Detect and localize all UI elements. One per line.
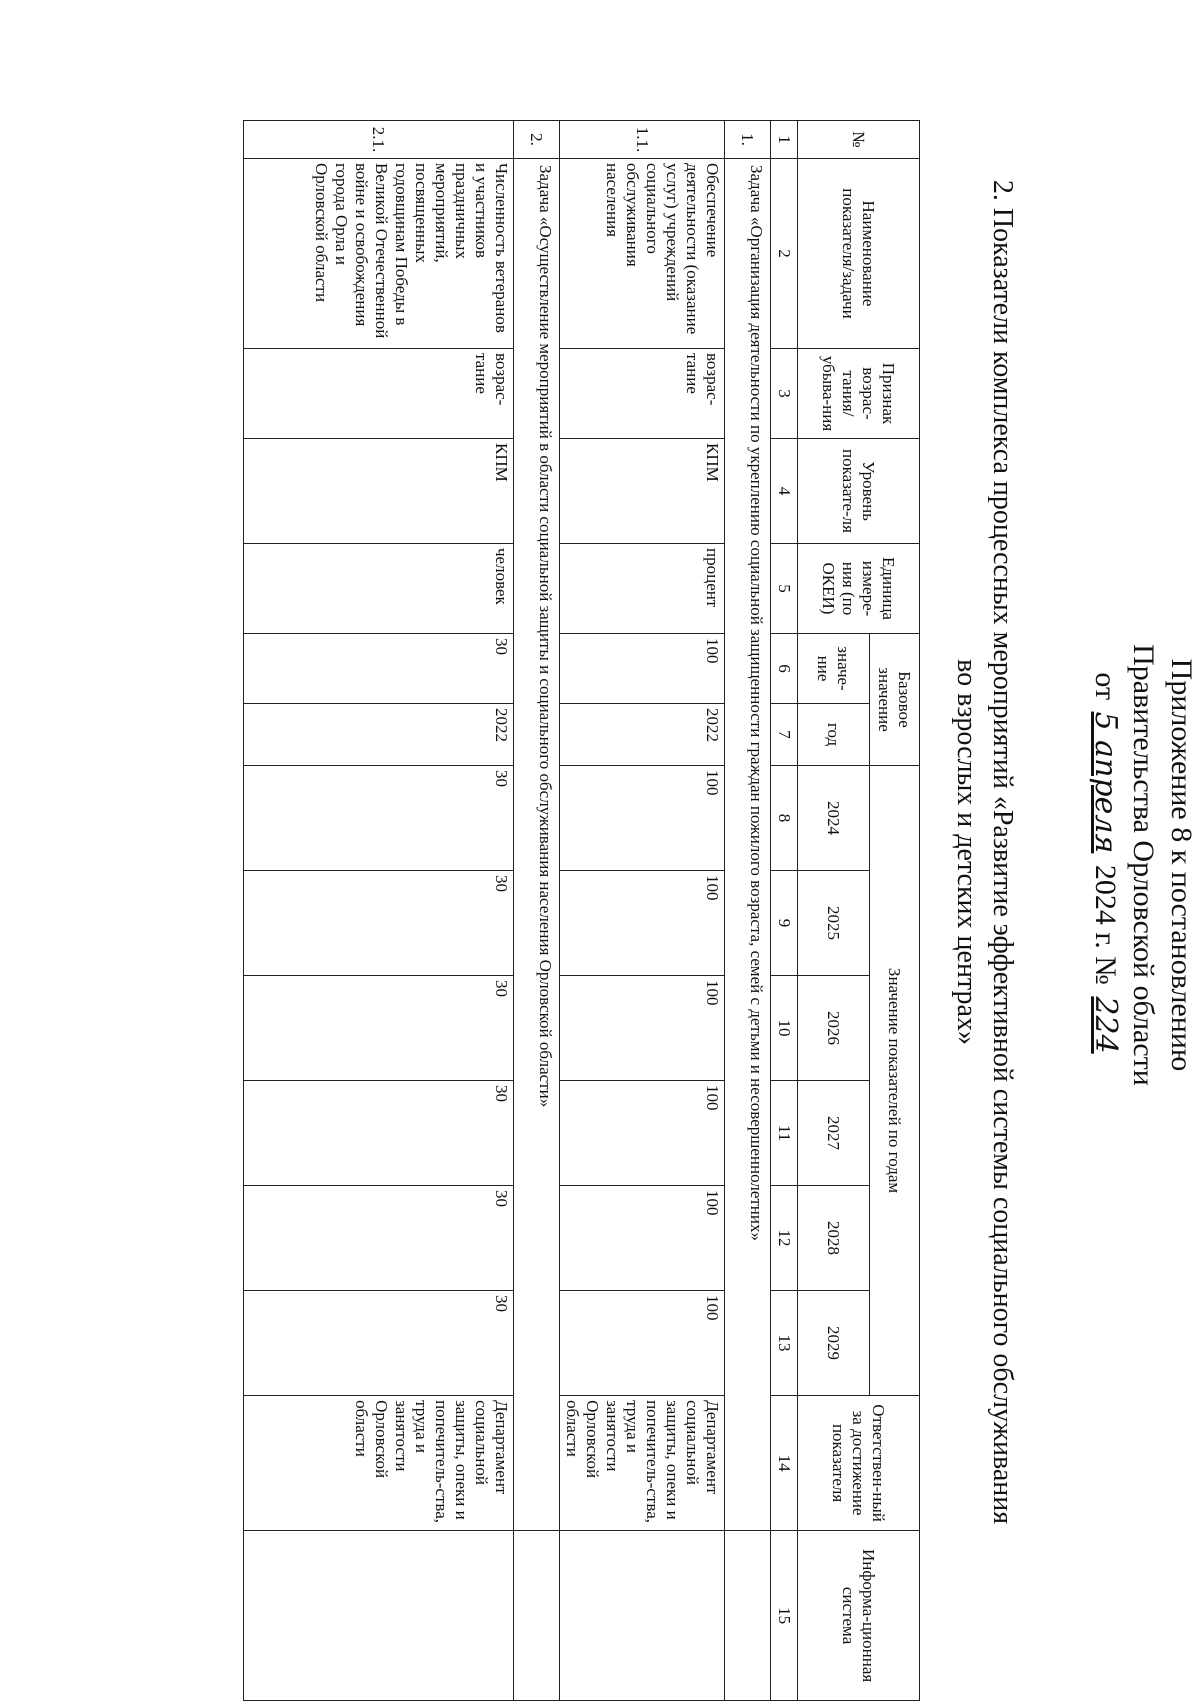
header-name: Наименование показателя/задачи xyxy=(798,159,920,349)
task-empty-cell xyxy=(514,1531,560,1701)
indicator-unit: процент xyxy=(560,544,725,634)
indicator-level: КПМ xyxy=(560,439,725,544)
base-value: 100 xyxy=(560,634,725,704)
value-2025: 100 xyxy=(560,871,725,976)
column-number: 12 xyxy=(771,1186,798,1291)
column-number: 6 xyxy=(771,634,798,704)
column-number: 7 xyxy=(771,704,798,766)
indicator-level: КПМ xyxy=(244,439,514,544)
column-number: 15 xyxy=(771,1531,798,1701)
value-2028: 30 xyxy=(244,1186,514,1291)
header-year-2028: 2028 xyxy=(798,1186,870,1291)
header-info-system: Информа-ционная система xyxy=(798,1531,920,1701)
column-number: 14 xyxy=(771,1396,798,1531)
value-2028: 100 xyxy=(560,1186,725,1291)
base-year: 2022 xyxy=(244,704,514,766)
header-year-2029: 2029 xyxy=(798,1291,870,1396)
value-2025: 30 xyxy=(244,871,514,976)
title-line-1: 2. Показатели комплекса процессных мероприятий «Развитие эффективной системы социального обслуживания xyxy=(987,179,1018,1525)
header-year-2025: 2025 xyxy=(798,871,870,976)
base-year: 2022 xyxy=(560,704,725,766)
indicator-sign: возрас-тание xyxy=(244,349,514,439)
indicator-name: Численность ветеранов и участников праздничных мероприятий, посвященных годовщинам Победы в Великой Отечественной войне и освобождения города Орла и Орловской области xyxy=(244,159,514,349)
column-numbers-row xyxy=(771,121,798,1701)
indicator-name: Обеспечение деятельности (оказание услуг) учреждений социального обслуживания населения xyxy=(560,159,725,349)
value-2027: 100 xyxy=(560,1081,725,1186)
table-row xyxy=(560,121,725,1701)
task-row-2 xyxy=(514,121,560,1701)
row-number: 1.1. xyxy=(560,121,725,159)
column-number: 8 xyxy=(771,766,798,871)
task-text: Задача «Организация деятельности по укреплению социальной защищенности граждан пожилого возраста, семей с детьми и несовершеннолетних» xyxy=(725,159,771,1531)
value-2029: 30 xyxy=(244,1291,514,1396)
value-2026: 100 xyxy=(560,976,725,1081)
header-base-value: значе-ние xyxy=(798,634,870,704)
value-2024: 30 xyxy=(244,766,514,871)
info-system xyxy=(560,1531,725,1701)
base-value: 30 xyxy=(244,634,514,704)
header-year-2024: 2024 xyxy=(798,766,870,871)
value-2027: 30 xyxy=(244,1081,514,1186)
header-unit: Единица измере-ния (по ОКЕИ) xyxy=(798,544,920,634)
column-number: 10 xyxy=(771,976,798,1081)
responsible-department: Департамент социальной защиты, опеки и попечитель-ства, труда и занятости Орловской области xyxy=(560,1396,725,1531)
task-text: Задача «Осуществление мероприятий в области социальной защиты и социального обслуживания населения Орловской области» xyxy=(514,159,560,1531)
column-number: 13 xyxy=(771,1291,798,1396)
indicator-sign: возрас-тание xyxy=(560,349,725,439)
header-level: Уровень показате-ля xyxy=(798,439,920,544)
column-number: 4 xyxy=(771,439,798,544)
task-row-1 xyxy=(725,121,771,1701)
table-row xyxy=(244,121,514,1701)
header-base: Базовое значение xyxy=(870,634,920,766)
header-year: 2024 г. № xyxy=(1089,864,1122,985)
header-values-by-year: Значение показателей по годам xyxy=(870,766,920,1396)
task-number: 1. xyxy=(725,121,771,159)
header-date-prefix: от xyxy=(1089,672,1122,701)
column-number: 5 xyxy=(771,544,798,634)
header-year-2027: 2027 xyxy=(798,1081,870,1186)
info-system xyxy=(244,1531,514,1701)
column-number: 2 xyxy=(771,159,798,349)
responsible-department: Департамент социальной защиты, опеки и попечитель-ства, труда и занятости Орловской области xyxy=(244,1396,514,1531)
value-2026: 30 xyxy=(244,976,514,1081)
handwritten-date: 5 апреля xyxy=(1088,711,1123,854)
value-2029: 100 xyxy=(560,1291,725,1396)
column-number: 9 xyxy=(771,871,798,976)
task-empty-cell xyxy=(725,1531,771,1701)
column-number: 3 xyxy=(771,349,798,439)
task-number: 2. xyxy=(514,121,560,159)
column-number: 1 xyxy=(771,121,798,159)
title-line-2: во взрослых и детских центрах» xyxy=(951,659,982,1045)
document-title xyxy=(948,0,1020,1704)
appendix-header xyxy=(1030,540,1200,1190)
column-number: 11 xyxy=(771,1081,798,1186)
handwritten-number: 224 xyxy=(1088,996,1123,1054)
value-2024: 100 xyxy=(560,766,725,871)
header-line-1: Приложение 8 к постановлению xyxy=(1165,658,1198,1072)
indicators-table xyxy=(243,120,920,1701)
header-no: № xyxy=(798,121,920,159)
header-sign: Признак возрас-тания/ убыва-ния xyxy=(798,349,920,439)
indicator-unit: человек xyxy=(244,544,514,634)
header-line-3 xyxy=(1086,540,1124,1190)
header-year-2026: 2026 xyxy=(798,976,870,1081)
header-base-year: год xyxy=(798,704,870,766)
header-responsible: Ответствен-ный за достижение показателя xyxy=(798,1396,920,1531)
header-line-2: Правительства Орловской области xyxy=(1127,644,1160,1086)
row-number: 2.1. xyxy=(244,121,514,159)
